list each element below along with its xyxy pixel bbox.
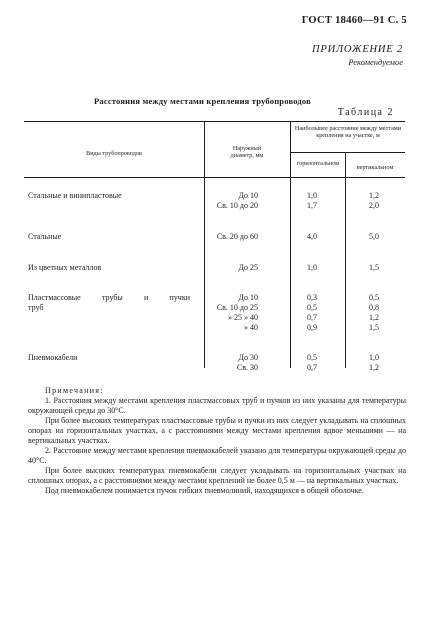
row-vertical: 1,5 xyxy=(369,323,379,332)
note-3: Под пневмокабелем понимается пучок гибких пневмолиний, находящихся в общей оболочке. xyxy=(45,486,364,495)
column-divider-3 xyxy=(345,152,346,368)
row-vertical: 1,0 xyxy=(369,353,379,362)
row-diameter: » 40 xyxy=(244,323,258,332)
row-vertical: 5,0 xyxy=(369,232,379,241)
row-diameter: До 25 xyxy=(238,263,258,272)
row-type: Пневмокабели xyxy=(28,353,78,362)
header-vertical: вертикальном xyxy=(356,164,394,171)
row-vertical: 0,5 xyxy=(369,293,379,302)
row-horizontal: 0,9 xyxy=(307,323,317,332)
row-diameter: Св. 30 xyxy=(236,363,258,372)
appendix-label: ПРИЛОЖЕНИЕ 2 xyxy=(312,44,403,55)
row-vertical: 1,5 xyxy=(369,263,379,272)
table-top-rule xyxy=(24,121,405,122)
row-horizontal: 0,5 xyxy=(307,303,317,312)
notes-title: Примечания: xyxy=(45,386,104,395)
row-vertical: 1,2 xyxy=(369,313,379,322)
row-horizontal: 1,7 xyxy=(307,201,317,210)
header-horizontal: горизонтальном xyxy=(296,160,340,167)
row-diameter: Св. 10 до 20 xyxy=(216,201,258,210)
row-diameter: Св. 10 до 25 xyxy=(216,303,258,312)
row-horizontal: 0,7 xyxy=(307,313,317,322)
row-type: Пластмассовые трубы и пучки xyxy=(28,293,190,302)
note-2: 2. Расстояние между местами крепления пневмокабелей указано для температуры окружающей среды до 40°С. xyxy=(28,446,406,465)
appendix-status: Рекомендуемое xyxy=(348,57,403,67)
row-diameter: До 10 xyxy=(238,293,258,302)
row-type: Стальные и винипластовые xyxy=(28,191,122,200)
row-vertical: 2,0 xyxy=(369,201,379,210)
row-vertical: 1,2 xyxy=(369,191,379,200)
notes xyxy=(28,386,406,496)
row-horizontal: 0,3 xyxy=(307,293,317,302)
row-type: Из цветных металлов xyxy=(28,263,102,272)
header-max-distance: Наибольшее расстояние между местами крепления на участке, м xyxy=(294,125,402,139)
note-1: 1. Расстояния между местами крепления пластмассовых труб и пучков из них указаны для температуры окружающей среды до 30°С. xyxy=(28,396,406,415)
row-horizontal: 4,0 xyxy=(307,232,317,241)
header-diameter: Наружный диаметр, мм xyxy=(230,145,264,159)
row-type: труб xyxy=(28,303,44,312)
header-subrule xyxy=(290,152,405,153)
row-diameter: Св. 20 до 60 xyxy=(216,232,258,241)
row-diameter: » 25 » 40 xyxy=(228,313,258,322)
row-diameter: До 30 xyxy=(238,353,258,362)
row-type: Стальные xyxy=(28,232,62,241)
note-2-continued: При более высоких температурах пневмокабели следует укладывать на горизонтальных участках на сплошных опорах, а с расстояниями между местами креплений не более 0,5 м — на вертикальных участках. xyxy=(28,466,406,485)
row-horizontal: 1,0 xyxy=(307,191,317,200)
note-1-continued: При более высоких температурах пластмассовые трубы и пучки из них следует укладывать на сплошных опорах на горизонтальных участках, а с расстояниями между местами крепления вдвое меньшими — на вертикальных участках. xyxy=(28,416,406,445)
row-horizontal: 0,7 xyxy=(307,363,317,372)
row-horizontal: 1,0 xyxy=(307,263,317,272)
header-bottom-rule xyxy=(24,177,405,178)
table-number: Таблица 2 xyxy=(337,107,394,118)
header-type: Виды трубопроводов xyxy=(86,150,142,157)
row-vertical: 1,2 xyxy=(369,363,379,372)
table-title: Расстояния между местами крепления трубопроводов xyxy=(94,96,311,106)
row-horizontal: 0,5 xyxy=(307,353,317,362)
row-diameter: До 10 xyxy=(238,191,258,200)
standard-header: ГОСТ 18460—91 С. 5 xyxy=(301,15,407,26)
row-vertical: 0,8 xyxy=(369,303,379,312)
